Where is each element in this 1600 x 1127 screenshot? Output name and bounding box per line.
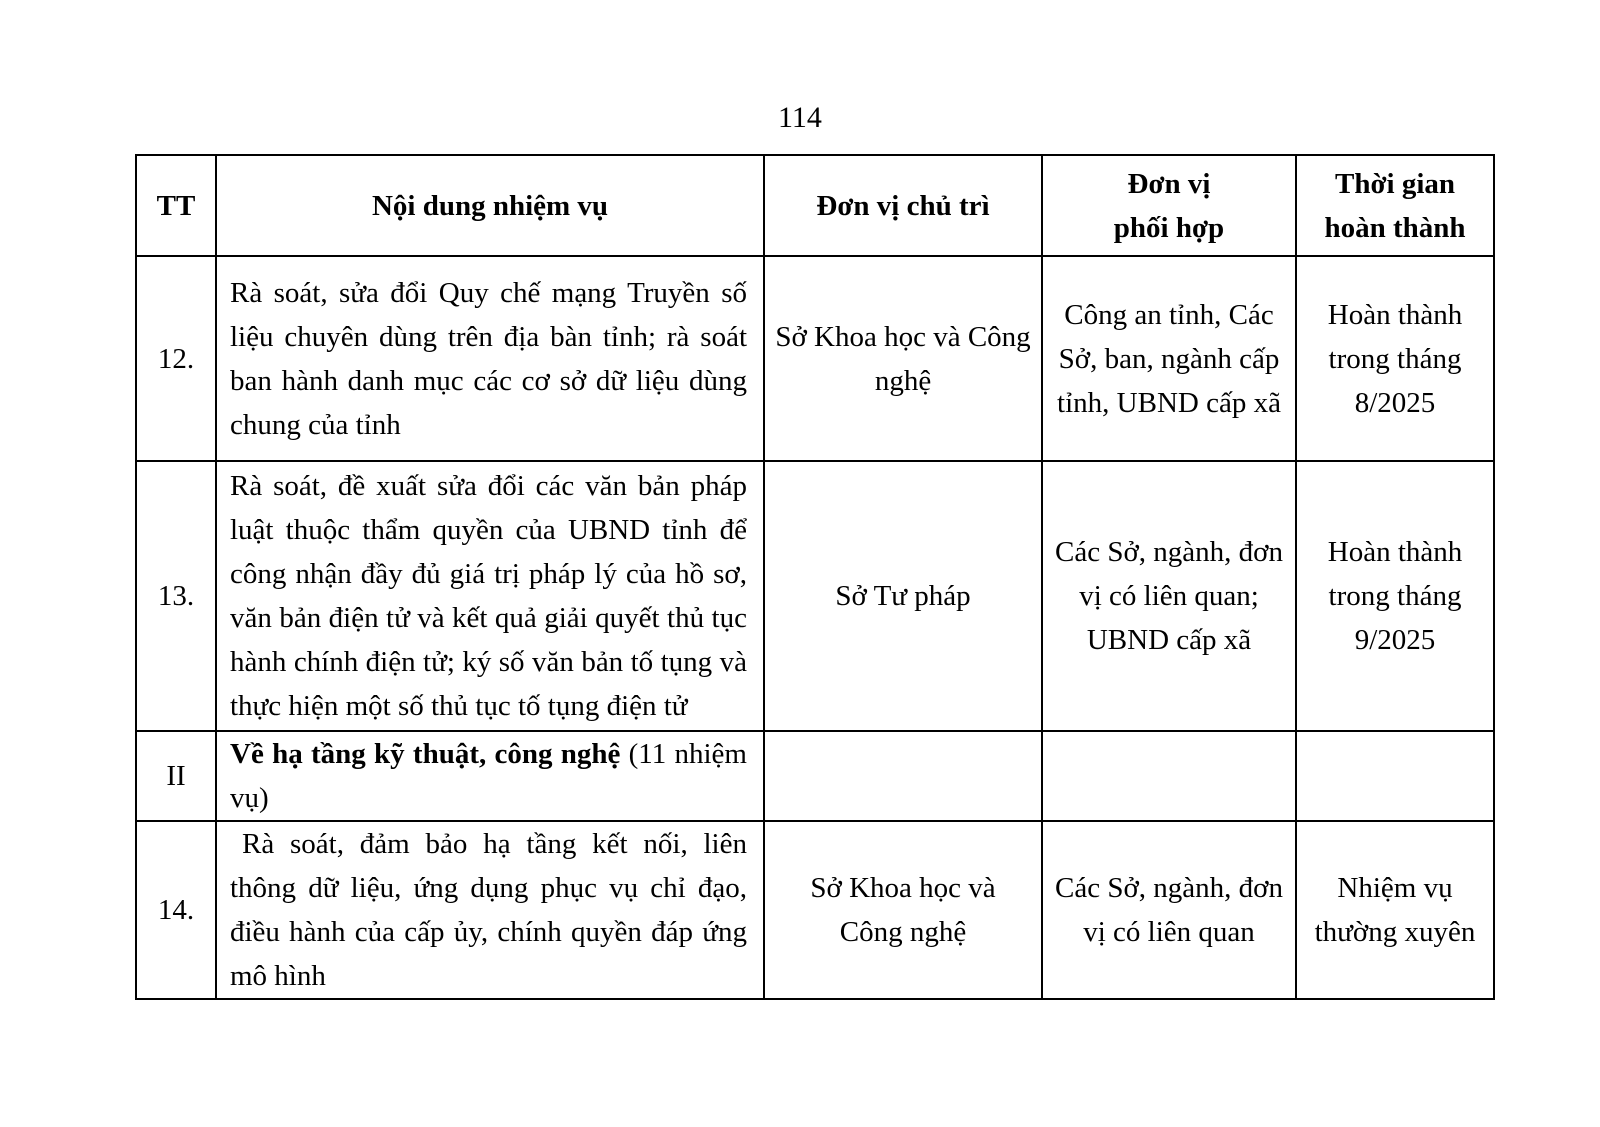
task-row-12 — [136, 256, 1494, 461]
section-row-ii — [136, 731, 1494, 821]
lead-unit-cell: Sở Tư pháp — [764, 461, 1042, 731]
header-tt: TT — [136, 155, 216, 256]
completion-time-cell: Nhiệm vụ thường xuyên — [1296, 821, 1494, 999]
completion-time-cell: Hoàn thành trong tháng 8/2025 — [1296, 256, 1494, 461]
coordinating-unit-cell: Các Sở, ngành, đơn vị có liên quan — [1042, 821, 1296, 999]
task-content-cell: Rà soát, đảm bảo hạ tầng kết nối, liên thông dữ liệu, ứng dụng phục vụ chỉ đạo, điều hành của cấp ủy, chính quyền đáp ứng mô hình — [216, 821, 764, 999]
task-row-13 — [136, 461, 1494, 731]
tt-cell: 12. — [136, 256, 216, 461]
lead-unit-cell: Sở Khoa học và Công nghệ — [764, 256, 1042, 461]
section-title-bold: Về hạ tầng kỹ thuật, công nghệ — [230, 738, 621, 770]
section-tt-cell: II — [136, 731, 216, 821]
coordinating-unit-cell: Công an tỉnh, Các Sở, ban, ngành cấp tỉnh, UBND cấp xã — [1042, 256, 1296, 461]
coordinating-unit-cell: Các Sở, ngành, đơn vị có liên quan; UBND cấp xã — [1042, 461, 1296, 731]
header-completion-time: Thời gian hoàn thành — [1296, 155, 1494, 256]
header-coordinating-unit: Đơn vị phối hợp — [1042, 155, 1296, 256]
empty-cell — [1042, 731, 1296, 821]
tt-cell: 14. — [136, 821, 216, 999]
task-row-14 — [136, 821, 1494, 999]
section-title-cell — [216, 731, 764, 821]
lead-unit-cell: Sở Khoa học và Công nghệ — [764, 821, 1042, 999]
completion-time-cell: Hoàn thành trong tháng 9/2025 — [1296, 461, 1494, 731]
table-header-row — [136, 155, 1494, 256]
empty-cell — [1296, 731, 1494, 821]
tasks-table — [135, 154, 1495, 1000]
task-content-cell: Rà soát, đề xuất sửa đổi các văn bản pháp luật thuộc thẩm quyền của UBND tỉnh để công nhận đầy đủ giá trị pháp lý của hồ sơ, văn bản điện tử và kết quả giải quyết thủ tục hành chính điện tử; ký số văn bản tố tụng và thực hiện một số thủ tục tố tụng điện tử — [216, 461, 764, 731]
header-lead-unit: Đơn vị chủ trì — [764, 155, 1042, 256]
section-title-suffix: (11 nhiệm vụ) — [230, 738, 747, 814]
task-content-cell: Rà soát, sửa đổi Quy chế mạng Truyền số liệu chuyên dùng trên địa bàn tỉnh; rà soát ban hành danh mục các cơ sở dữ liệu dùng chung của tỉnh — [216, 256, 764, 461]
header-task-content: Nội dung nhiệm vụ — [216, 155, 764, 256]
empty-cell — [764, 731, 1042, 821]
page-number: 114 — [778, 101, 822, 134]
tt-cell: 13. — [136, 461, 216, 731]
